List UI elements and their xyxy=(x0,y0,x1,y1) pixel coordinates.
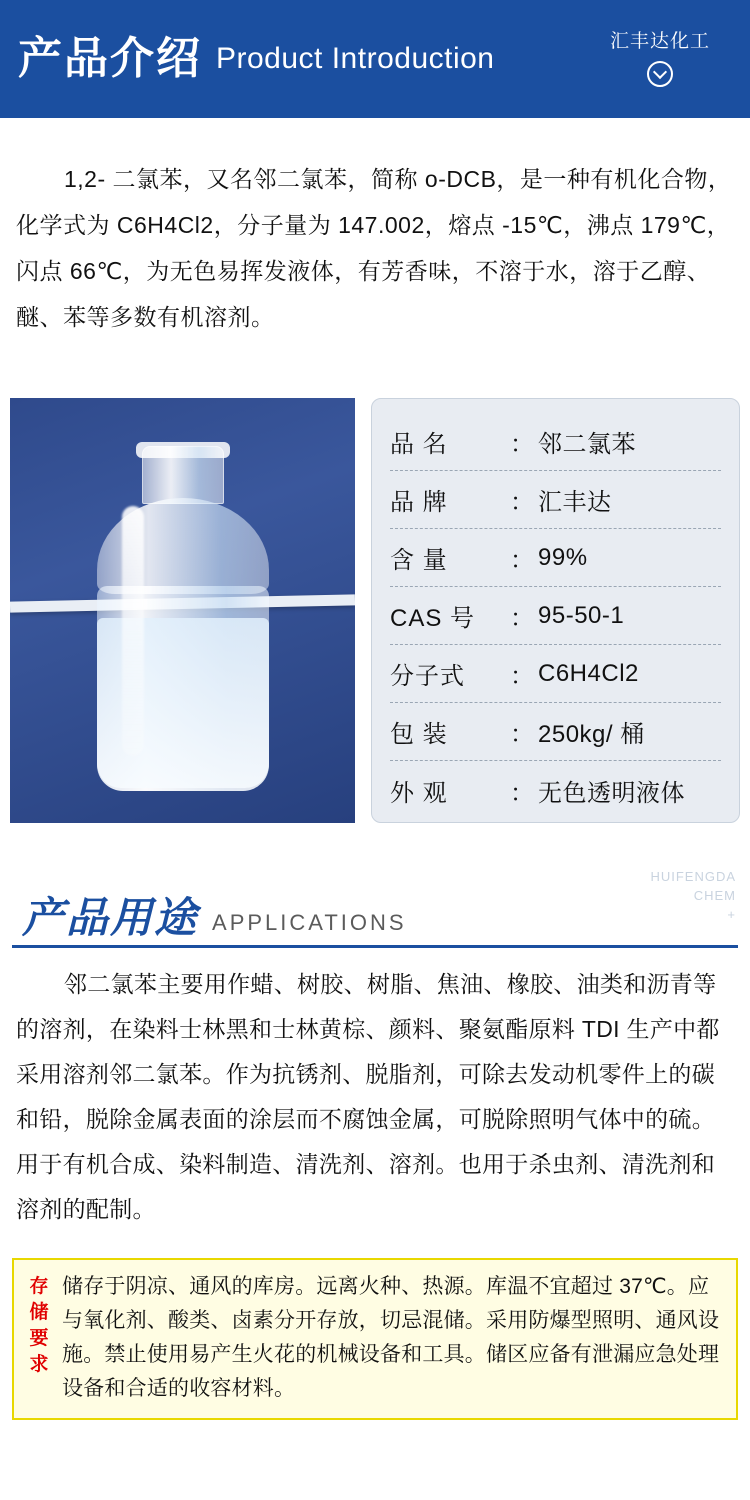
spec-value: 95-50-1 xyxy=(538,601,625,629)
table-row xyxy=(390,413,721,471)
spec-colon: ： xyxy=(510,663,534,690)
watermark-line-1: HUIFENGDA xyxy=(650,869,736,884)
table-row xyxy=(390,471,721,529)
product-photo xyxy=(10,398,355,823)
spec-colon: ： xyxy=(510,431,534,458)
applications-heading xyxy=(0,867,750,939)
spec-colon: ： xyxy=(510,547,534,574)
section-divider xyxy=(12,945,738,948)
table-row xyxy=(390,645,721,703)
spec-label: CAS 号 xyxy=(390,605,476,632)
spec-label: 包 装 xyxy=(390,721,448,748)
chevron-down-circle-icon[interactable] xyxy=(647,61,673,87)
storage-tag-label: 存储要求 xyxy=(29,1276,49,1375)
spec-value: C6H4Cl2 xyxy=(538,659,639,687)
page-title: 产品介绍 xyxy=(18,34,202,83)
applications-paragraph: 邻二氯苯主要用作蜡、树胶、树脂、焦油、橡胶、油类和沥青等的溶剂，在染料士林黑和士林黄棕、颜料、聚氨酯原料 TDI 生产中都采用溶剂邻二氯苯。作为抗锈剂、脱脂剂，可除去发动机零件上的碳和铅，脱除金属表面的涂层而不腐蚀金属，可脱除照明气体中的硫。用于有机合成、染料制造、清洗剂、溶剂。也用于杀虫剂、清洗剂和溶剂的配制。 xyxy=(16,971,720,1222)
spec-label: 含 量 xyxy=(390,547,448,574)
spec-value: 汇丰达 xyxy=(538,489,612,516)
table-row xyxy=(390,703,721,761)
spec-table xyxy=(371,398,740,823)
spec-value: 250kg/ 桶 xyxy=(538,721,645,748)
page-title-english: Product Introduction xyxy=(216,42,495,75)
watermark-line-2: CHEM xyxy=(693,888,736,903)
applications-title-english: APPLICATIONS xyxy=(212,910,407,935)
spec-colon: ： xyxy=(510,779,534,807)
table-row xyxy=(390,529,721,587)
applications-title: 产品用途 xyxy=(22,894,199,941)
spec-label: 品 名 xyxy=(390,431,448,458)
intro-paragraph: 1,2- 二氯苯，又名邻二氯苯，简称 o-DCB，是一种有机化合物，化学式为 C6H4Cl2，分子量为 147.002，熔点 -15℃，沸点 179℃，闪点 66℃，为无色易挥发液体，有芳香味，不溶于水，溶于乙醇、醚、苯等多数有机溶剂。 xyxy=(16,166,732,330)
watermark-line-3: + xyxy=(727,907,736,922)
watermark xyxy=(650,867,736,924)
spec-label: 分子式 xyxy=(390,663,465,690)
product-overview-block xyxy=(10,398,740,823)
spec-value: 无色透明液体 xyxy=(538,779,685,807)
table-row xyxy=(390,761,721,819)
spec-colon: ： xyxy=(510,605,534,632)
page-header xyxy=(0,0,750,118)
bottle-neck xyxy=(142,446,224,504)
brand-name: 汇丰达化工 xyxy=(609,31,710,52)
spec-label: 外 观 xyxy=(390,779,448,807)
sample-bottle xyxy=(94,446,272,794)
bottle-highlight xyxy=(122,506,144,756)
spec-value: 99% xyxy=(538,543,588,571)
storage-requirements-text: 储存于阴凉、通风的库房。远离火种、热源。库温不宜超过 37℃。应与氧化剂、酸类、卤素分开存放，切忌混储。采用防爆型照明、通风设施。禁止使用易产生火花的机械设备和工具。储区应备有泄漏应急处理设备和合适的收容材料。 xyxy=(62,1275,720,1400)
header-brand-block xyxy=(590,26,730,87)
table-row xyxy=(390,587,721,645)
spec-colon: ： xyxy=(510,489,534,516)
spec-colon: ： xyxy=(510,721,534,748)
spec-label: 品 牌 xyxy=(390,489,448,516)
spec-value: 邻二氯苯 xyxy=(538,431,636,458)
storage-notice xyxy=(12,1258,738,1420)
